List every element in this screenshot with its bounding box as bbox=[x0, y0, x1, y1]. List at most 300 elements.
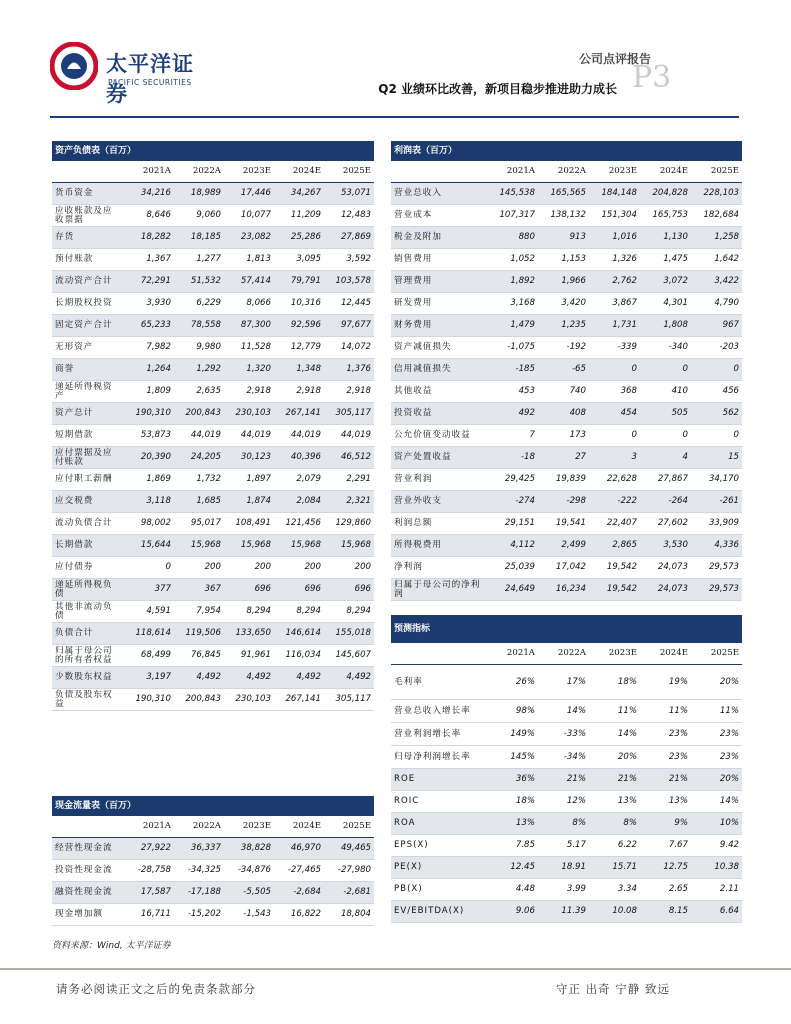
table-row bbox=[52, 271, 374, 293]
year-header: 2023E bbox=[589, 643, 640, 665]
table-row bbox=[391, 857, 742, 879]
cell-value: 1,153 bbox=[538, 249, 589, 271]
table-row bbox=[391, 535, 742, 557]
table-row bbox=[52, 293, 374, 315]
table-title: 现金流量表（百万） bbox=[52, 796, 374, 816]
cell-value: 10% bbox=[691, 813, 742, 835]
table-row bbox=[52, 205, 374, 227]
table-row bbox=[52, 667, 374, 689]
row-label: 应收账款及应收票据 bbox=[52, 205, 124, 227]
cell-value: 16,711 bbox=[124, 904, 174, 926]
cell-value: -2,681 bbox=[324, 882, 374, 904]
cell-value: 10.38 bbox=[691, 857, 742, 879]
cell-value: 24,649 bbox=[487, 579, 538, 601]
table-row bbox=[52, 623, 374, 645]
cell-value: 2,865 bbox=[589, 535, 640, 557]
cell-value: 1,264 bbox=[124, 359, 174, 381]
year-header: 2024E bbox=[640, 643, 691, 665]
cell-value: 15,968 bbox=[174, 535, 224, 557]
cell-value: 5.17 bbox=[538, 835, 589, 857]
cell-value: 18,989 bbox=[174, 183, 224, 205]
cell-value: 3,420 bbox=[538, 293, 589, 315]
cell-value: 7.85 bbox=[487, 835, 538, 857]
cell-value: 79,791 bbox=[274, 271, 324, 293]
cell-value: -18 bbox=[487, 447, 538, 469]
row-label: 应付职工薪酬 bbox=[52, 469, 124, 491]
cell-value: 19,541 bbox=[538, 513, 589, 535]
row-label: EPS(X) bbox=[391, 835, 487, 857]
cell-value: 18,804 bbox=[324, 904, 374, 926]
cell-value: 7 bbox=[487, 425, 538, 447]
cell-value: 78,558 bbox=[174, 315, 224, 337]
cell-value: -339 bbox=[589, 337, 640, 359]
cell-value: 1,475 bbox=[640, 249, 691, 271]
cell-value: 267,141 bbox=[274, 689, 324, 711]
cell-value: 1,874 bbox=[224, 491, 274, 513]
cell-value: 20% bbox=[691, 665, 742, 700]
cell-value: 72,291 bbox=[124, 271, 174, 293]
table-row bbox=[391, 447, 742, 469]
year-header: 2022A bbox=[174, 161, 224, 183]
cell-value: 184,148 bbox=[589, 183, 640, 205]
row-label: 经营性现金流 bbox=[52, 838, 124, 860]
row-label: PE(X) bbox=[391, 857, 487, 879]
cell-value: 146,614 bbox=[274, 623, 324, 645]
cell-value: 17,042 bbox=[538, 557, 589, 579]
cell-value: 15,968 bbox=[274, 535, 324, 557]
cell-value: 98% bbox=[487, 700, 538, 723]
table-row bbox=[391, 469, 742, 491]
cell-value: 21% bbox=[640, 769, 691, 791]
row-label: 归属于母公司的所有者权益 bbox=[52, 645, 124, 667]
cell-value: 19,542 bbox=[589, 557, 640, 579]
cell-value: 9.06 bbox=[487, 901, 538, 923]
cell-value: 6.64 bbox=[691, 901, 742, 923]
cell-value: 53,873 bbox=[124, 425, 174, 447]
cell-value: 2,918 bbox=[224, 381, 274, 403]
cell-value: 4,492 bbox=[324, 667, 374, 689]
cell-value: 107,317 bbox=[487, 205, 538, 227]
year-header: 2025E bbox=[324, 161, 374, 183]
cell-value: 10,077 bbox=[224, 205, 274, 227]
cell-value: 2,762 bbox=[589, 271, 640, 293]
cell-value: 65,233 bbox=[124, 315, 174, 337]
row-label: 利润总额 bbox=[391, 513, 487, 535]
cell-value: -5,505 bbox=[224, 882, 274, 904]
table-row bbox=[52, 882, 374, 904]
cell-value: 200,843 bbox=[174, 403, 224, 425]
row-label: ROA bbox=[391, 813, 487, 835]
cell-value: 46,512 bbox=[324, 447, 374, 469]
cell-value: 1,292 bbox=[174, 359, 224, 381]
row-label: 长期股权投资 bbox=[52, 293, 124, 315]
cell-value: 21% bbox=[589, 769, 640, 791]
logo-emblem-icon bbox=[50, 42, 98, 90]
cell-value: 12,445 bbox=[324, 293, 374, 315]
cell-value: 1,808 bbox=[640, 315, 691, 337]
page-number: P3 bbox=[632, 60, 672, 95]
row-label: 固定资产合计 bbox=[52, 315, 124, 337]
cell-value: 19,542 bbox=[589, 579, 640, 601]
cell-value: 740 bbox=[538, 381, 589, 403]
cell-value: 11.39 bbox=[538, 901, 589, 923]
cell-value: -33% bbox=[538, 723, 589, 746]
cell-value: 133,650 bbox=[224, 623, 274, 645]
cell-value: 4,591 bbox=[124, 601, 174, 623]
cell-value: 173 bbox=[538, 425, 589, 447]
table-row bbox=[391, 205, 742, 227]
table-row bbox=[52, 249, 374, 271]
cell-value: 3,422 bbox=[691, 271, 742, 293]
row-label: 资产处置收益 bbox=[391, 447, 487, 469]
cell-value: 16,234 bbox=[538, 579, 589, 601]
cell-value: 3,072 bbox=[640, 271, 691, 293]
year-header: 2024E bbox=[274, 161, 324, 183]
cell-value: 182,684 bbox=[691, 205, 742, 227]
cell-value: 1,326 bbox=[589, 249, 640, 271]
cell-value: 1,731 bbox=[589, 315, 640, 337]
cell-value: 19% bbox=[640, 665, 691, 700]
cell-value: 44,019 bbox=[324, 425, 374, 447]
year-header: 2021A bbox=[487, 643, 538, 665]
cell-value: 456 bbox=[691, 381, 742, 403]
cell-value: 18,185 bbox=[174, 227, 224, 249]
cell-value: 149% bbox=[487, 723, 538, 746]
row-label: 货币资金 bbox=[52, 183, 124, 205]
cell-value: 2,635 bbox=[174, 381, 224, 403]
logo-text-en: PACIFIC SECURITIES bbox=[108, 78, 192, 87]
forecast-table bbox=[391, 615, 742, 923]
company-motto: 守正 出奇 宁静 致远 bbox=[556, 982, 670, 996]
year-header: 2025E bbox=[691, 161, 742, 183]
cell-value: 2,084 bbox=[274, 491, 324, 513]
cell-value: 1,642 bbox=[691, 249, 742, 271]
cell-value: -34% bbox=[538, 746, 589, 769]
year-header-row bbox=[391, 161, 742, 183]
cell-value: 6.22 bbox=[589, 835, 640, 857]
cell-value: 3.99 bbox=[538, 879, 589, 901]
year-header: 2024E bbox=[274, 816, 324, 838]
cell-value: 27,922 bbox=[124, 838, 174, 860]
table-row bbox=[391, 359, 742, 381]
row-label: 营业成本 bbox=[391, 205, 487, 227]
cell-value: 18.91 bbox=[538, 857, 589, 879]
cell-value: 200 bbox=[224, 557, 274, 579]
row-label: 负债及股东权益 bbox=[52, 689, 124, 711]
row-label: 净利润 bbox=[391, 557, 487, 579]
cell-value: 913 bbox=[538, 227, 589, 249]
cell-value: 2,918 bbox=[324, 381, 374, 403]
cell-value: -17,188 bbox=[174, 882, 224, 904]
cell-value: 305,117 bbox=[324, 689, 374, 711]
row-label: 递延所得税负债 bbox=[52, 579, 124, 601]
cell-value: 200 bbox=[274, 557, 324, 579]
row-label: 无形资产 bbox=[52, 337, 124, 359]
cell-value: 10,316 bbox=[274, 293, 324, 315]
cell-value: 8,294 bbox=[324, 601, 374, 623]
cell-value: 1,897 bbox=[224, 469, 274, 491]
table-row bbox=[52, 860, 374, 882]
cell-value: 4,112 bbox=[487, 535, 538, 557]
cell-value: 13% bbox=[640, 791, 691, 813]
cell-value: 9,980 bbox=[174, 337, 224, 359]
table-row bbox=[52, 601, 374, 623]
table-row bbox=[52, 315, 374, 337]
table-row bbox=[52, 535, 374, 557]
cell-value: 0 bbox=[691, 359, 742, 381]
table-row bbox=[52, 227, 374, 249]
cell-value: 3.34 bbox=[589, 879, 640, 901]
cell-value: 3,930 bbox=[124, 293, 174, 315]
cell-value: 15,968 bbox=[224, 535, 274, 557]
cell-value: 1,732 bbox=[174, 469, 224, 491]
row-label: 流动资产合计 bbox=[52, 271, 124, 293]
cell-value: 2,918 bbox=[274, 381, 324, 403]
table-row bbox=[391, 769, 742, 791]
cell-value: 12% bbox=[538, 791, 589, 813]
cell-value: 9% bbox=[640, 813, 691, 835]
year-header: 2025E bbox=[691, 643, 742, 665]
cell-value: 129,860 bbox=[324, 513, 374, 535]
row-label: 长期借款 bbox=[52, 535, 124, 557]
table-row bbox=[391, 271, 742, 293]
row-label: 存货 bbox=[52, 227, 124, 249]
cell-value: 1,813 bbox=[224, 249, 274, 271]
cell-value: 3,095 bbox=[274, 249, 324, 271]
cell-value: 14,072 bbox=[324, 337, 374, 359]
row-label: 研发费用 bbox=[391, 293, 487, 315]
row-label: ROE bbox=[391, 769, 487, 791]
cell-value: -27,465 bbox=[274, 860, 324, 882]
cell-value: 8,066 bbox=[224, 293, 274, 315]
table-row bbox=[391, 746, 742, 769]
table-row bbox=[52, 689, 374, 711]
cell-value: 4,301 bbox=[640, 293, 691, 315]
cell-value: 1,966 bbox=[538, 271, 589, 293]
cell-value: 377 bbox=[124, 579, 174, 601]
cell-value: 1,685 bbox=[174, 491, 224, 513]
cell-value: 1,479 bbox=[487, 315, 538, 337]
cell-value: 11,528 bbox=[224, 337, 274, 359]
cell-value: 0 bbox=[640, 425, 691, 447]
cell-value: 1,235 bbox=[538, 315, 589, 337]
row-label: 营业外收支 bbox=[391, 491, 487, 513]
cell-value: 1,016 bbox=[589, 227, 640, 249]
row-label: PB(X) bbox=[391, 879, 487, 901]
cell-value: 11% bbox=[640, 700, 691, 723]
row-label: 预付账款 bbox=[52, 249, 124, 271]
year-header-row bbox=[52, 816, 374, 838]
cell-value: 12.45 bbox=[487, 857, 538, 879]
cell-value: 24,205 bbox=[174, 447, 224, 469]
cell-value: 15,968 bbox=[324, 535, 374, 557]
row-label: 少数股东权益 bbox=[52, 667, 124, 689]
year-header: 2021A bbox=[124, 161, 174, 183]
cell-value: 0 bbox=[691, 425, 742, 447]
cell-value: 190,310 bbox=[124, 689, 174, 711]
cell-value: 228,103 bbox=[691, 183, 742, 205]
cell-value: 103,578 bbox=[324, 271, 374, 293]
cell-value: 3,592 bbox=[324, 249, 374, 271]
table-title: 资产负债表（百万） bbox=[52, 141, 374, 161]
cell-value: 3,530 bbox=[640, 535, 691, 557]
table-row bbox=[52, 904, 374, 926]
row-label: 毛利率 bbox=[391, 665, 487, 700]
cell-value: 11,209 bbox=[274, 205, 324, 227]
row-label: 财务费用 bbox=[391, 315, 487, 337]
header-divider bbox=[50, 116, 739, 118]
cell-value: 76,845 bbox=[174, 645, 224, 667]
cell-value: 1,348 bbox=[274, 359, 324, 381]
cell-value: -34,325 bbox=[174, 860, 224, 882]
year-header: 2023E bbox=[224, 161, 274, 183]
table-row bbox=[391, 381, 742, 403]
cell-value: 967 bbox=[691, 315, 742, 337]
table-title: 预测指标 bbox=[391, 615, 742, 643]
row-label: 负债合计 bbox=[52, 623, 124, 645]
table-row bbox=[391, 879, 742, 901]
table-row bbox=[391, 557, 742, 579]
cell-value: 696 bbox=[324, 579, 374, 601]
cell-value: 200,843 bbox=[174, 689, 224, 711]
cell-value: 49,465 bbox=[324, 838, 374, 860]
cell-value: 15 bbox=[691, 447, 742, 469]
cell-value: 14% bbox=[691, 791, 742, 813]
cell-value: -192 bbox=[538, 337, 589, 359]
cell-value: 368 bbox=[589, 381, 640, 403]
cell-value: -65 bbox=[538, 359, 589, 381]
cell-value: 34,216 bbox=[124, 183, 174, 205]
cell-value: 29,573 bbox=[691, 557, 742, 579]
cell-value: 20% bbox=[589, 746, 640, 769]
cell-value: 696 bbox=[274, 579, 324, 601]
cell-value: 3 bbox=[589, 447, 640, 469]
table-row bbox=[391, 579, 742, 601]
table-row bbox=[52, 513, 374, 535]
cell-value: 4,492 bbox=[224, 667, 274, 689]
cell-value: 24,073 bbox=[640, 579, 691, 601]
cell-value: 20% bbox=[691, 769, 742, 791]
cell-value: 0 bbox=[640, 359, 691, 381]
row-label: 融资性现金流 bbox=[52, 882, 124, 904]
cash-flow-table bbox=[52, 796, 374, 926]
cell-value: 454 bbox=[589, 403, 640, 425]
cell-value: 0 bbox=[124, 557, 174, 579]
year-header: 2023E bbox=[224, 816, 274, 838]
cell-value: 87,300 bbox=[224, 315, 274, 337]
table-row bbox=[52, 838, 374, 860]
cell-value: 13% bbox=[589, 791, 640, 813]
cell-value: 118,614 bbox=[124, 623, 174, 645]
cell-value: 1,052 bbox=[487, 249, 538, 271]
cell-value: 91,961 bbox=[224, 645, 274, 667]
table-row bbox=[391, 723, 742, 746]
income-statement-table bbox=[391, 141, 742, 601]
cell-value: -203 bbox=[691, 337, 742, 359]
table-row bbox=[52, 645, 374, 667]
cell-value: 23% bbox=[640, 746, 691, 769]
row-label: 营业总收入 bbox=[391, 183, 487, 205]
cell-value: 9,060 bbox=[174, 205, 224, 227]
cell-value: 492 bbox=[487, 403, 538, 425]
cell-value: 4,492 bbox=[174, 667, 224, 689]
cell-value: 145,607 bbox=[324, 645, 374, 667]
row-label: 投资性现金流 bbox=[52, 860, 124, 882]
row-label: 流动负债合计 bbox=[52, 513, 124, 535]
row-label: 其他收益 bbox=[391, 381, 487, 403]
cell-value: 30,123 bbox=[224, 447, 274, 469]
cell-value: 18% bbox=[589, 665, 640, 700]
row-label: 资产总计 bbox=[52, 403, 124, 425]
cell-value: 1,376 bbox=[324, 359, 374, 381]
cell-value: 23% bbox=[640, 723, 691, 746]
cell-value: -1,543 bbox=[224, 904, 274, 926]
cell-value: 145,538 bbox=[487, 183, 538, 205]
row-label: ROIC bbox=[391, 791, 487, 813]
cell-value: 7.67 bbox=[640, 835, 691, 857]
table-row bbox=[52, 337, 374, 359]
cell-value: 190,310 bbox=[124, 403, 174, 425]
table-row bbox=[391, 293, 742, 315]
cell-value: 121,456 bbox=[274, 513, 324, 535]
cell-value: 21% bbox=[538, 769, 589, 791]
cell-value: 44,019 bbox=[274, 425, 324, 447]
year-header: 2022A bbox=[538, 643, 589, 665]
cell-value: -34,876 bbox=[224, 860, 274, 882]
cell-value: 4,336 bbox=[691, 535, 742, 557]
cell-value: 230,103 bbox=[224, 403, 274, 425]
cell-value: 25,286 bbox=[274, 227, 324, 249]
cell-value: 2,499 bbox=[538, 535, 589, 557]
cell-value: 453 bbox=[487, 381, 538, 403]
cell-value: 23,082 bbox=[224, 227, 274, 249]
cell-value: 38,828 bbox=[224, 838, 274, 860]
cell-value: 145% bbox=[487, 746, 538, 769]
cell-value: 36,337 bbox=[174, 838, 224, 860]
table-row bbox=[391, 337, 742, 359]
cell-value: 46,970 bbox=[274, 838, 324, 860]
cell-value: 119,506 bbox=[174, 623, 224, 645]
year-header: 2021A bbox=[124, 816, 174, 838]
table-row bbox=[52, 491, 374, 513]
cell-value: 17,446 bbox=[224, 183, 274, 205]
table-row bbox=[52, 469, 374, 491]
cell-value: 8.15 bbox=[640, 901, 691, 923]
cell-value: -28,758 bbox=[124, 860, 174, 882]
cell-value: 9.42 bbox=[691, 835, 742, 857]
cell-value: 3,867 bbox=[589, 293, 640, 315]
cell-value: 15,644 bbox=[124, 535, 174, 557]
cell-value: -15,202 bbox=[174, 904, 224, 926]
cell-value: 95,017 bbox=[174, 513, 224, 535]
table-row bbox=[391, 491, 742, 513]
table-row bbox=[391, 183, 742, 205]
row-label: 递延所得税资产 bbox=[52, 381, 124, 403]
year-header-row bbox=[52, 161, 374, 183]
cell-value: 40,396 bbox=[274, 447, 324, 469]
cell-value: -261 bbox=[691, 491, 742, 513]
disclaimer-text: 请务必阅读正文之后的免责条款部分 bbox=[56, 982, 256, 996]
table-row bbox=[391, 425, 742, 447]
cell-value: 1,320 bbox=[224, 359, 274, 381]
cell-value: 17% bbox=[538, 665, 589, 700]
cell-value: 2,321 bbox=[324, 491, 374, 513]
data-source-note: 资料来源：Wind, 太平洋证券 bbox=[52, 941, 171, 951]
table-row bbox=[52, 359, 374, 381]
cell-value: 24,073 bbox=[640, 557, 691, 579]
cell-value: 27,869 bbox=[324, 227, 374, 249]
cell-value: 1,892 bbox=[487, 271, 538, 293]
